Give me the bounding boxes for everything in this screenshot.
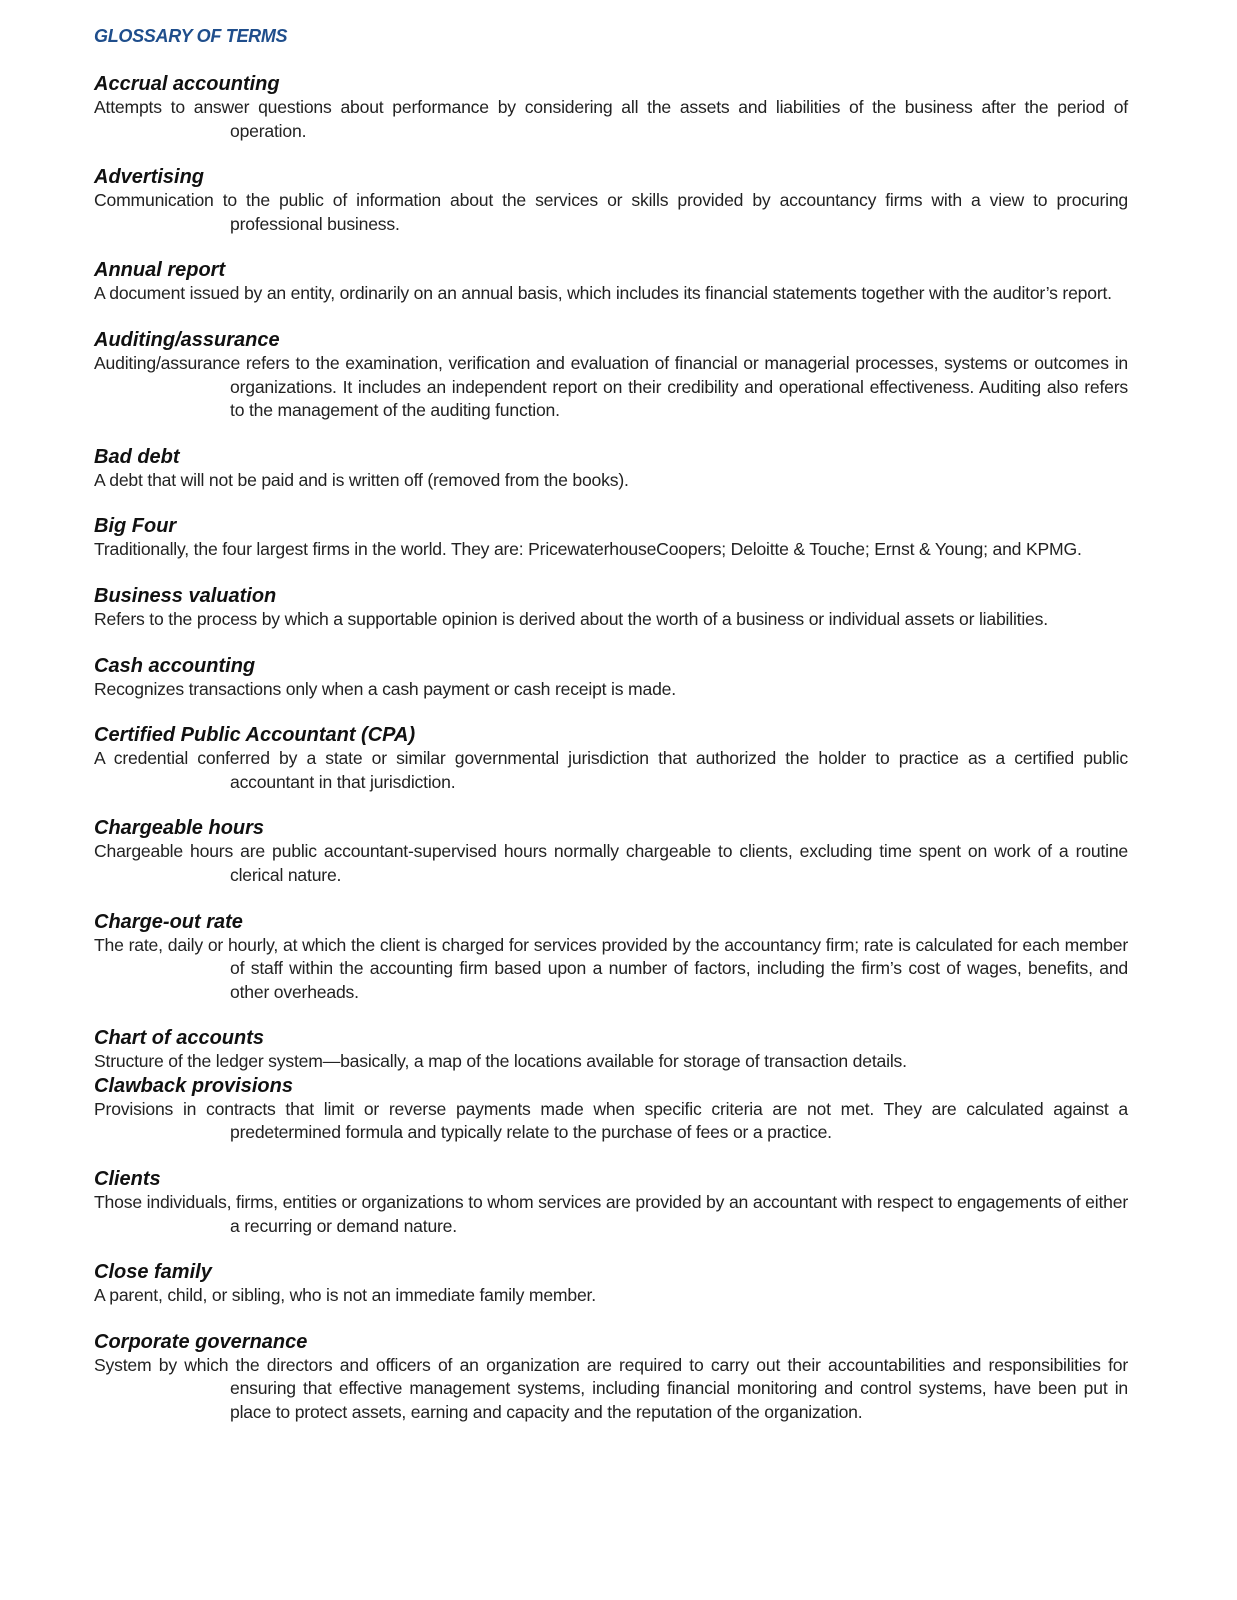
glossary-term: Big Four — [94, 515, 177, 538]
glossary-entry — [94, 165, 1128, 236]
glossary-entry — [94, 1074, 1128, 1145]
glossary-entry — [94, 328, 1128, 423]
glossary-entry — [94, 1260, 1128, 1308]
glossary-entry — [94, 723, 1128, 794]
glossary-entry — [94, 1167, 1128, 1238]
glossary-entry — [94, 654, 1128, 702]
glossary-term: Chart of accounts — [94, 1027, 265, 1050]
glossary-definition: A debt that will not be paid and is written off (removed from the books). — [94, 469, 629, 490]
glossary-term: Bad debt — [94, 445, 180, 468]
glossary-definition: System by which the directors and officers of an organization are required to carry out their accountabilities and responsibilities for ensuring that effective management systems, including financial monitoring and control systems, have been put in place to protect assets, earning and capacity and the reputation of the organization. — [94, 1354, 1128, 1423]
glossary-entry — [94, 1026, 1128, 1074]
glossary-definition: Communication to the public of information about the services or skills provided by accountancy firms with a view to procuring professional business. — [94, 190, 1128, 234]
glossary-entry — [94, 1330, 1128, 1425]
glossary-definition: Those individuals, firms, entities or organizations to whom services are provided by an accountant with respect to engagements of either a recurring or demand nature. — [94, 1192, 1128, 1236]
glossary-definition: A document issued by an entity, ordinarily on an annual basis, which includes its financial statements together with the auditor’s report. — [94, 283, 1112, 304]
glossary-term: Chargeable hours — [94, 817, 265, 840]
glossary-term: Advertising — [94, 166, 205, 189]
glossary-entry — [94, 258, 1128, 306]
glossary-definition: A credential conferred by a state or similar governmental jurisdiction that authorized the holder to practice as a certified public accountant in that jurisdiction. — [94, 748, 1128, 792]
glossary-definition: The rate, daily or hourly, at which the client is charged for services provided by the accountancy firm; rate is calculated for each member of staff within the accounting firm based upon a number of factors, including the firm’s cost of wages, benefits, and other overheads. — [94, 934, 1128, 1002]
glossary-definition: Attempts to answer questions about performance by considering all the assets and liabilities of the business after the period of operation. — [94, 97, 1128, 141]
glossary-definition: Traditionally, the four largest firms in the world. They are: PricewaterhouseCoopers; Deloitte & Touche; Ernst & Young; and KPMG. — [94, 539, 1082, 560]
glossary-definition: Refers to the process by which a supportable opinion is derived about the worth of a business or individual assets or liabilities. — [94, 608, 1048, 629]
glossary-definition: A parent, child, or sibling, who is not an immediate family member. — [94, 1285, 596, 1306]
glossary-entry — [94, 72, 1128, 143]
glossary-definition: Recognizes transactions only when a cash payment or cash receipt is made. — [94, 678, 676, 699]
glossary-term: Certified Public Accountant (CPA) — [94, 724, 416, 747]
glossary-definition: Structure of the ledger system—basically, a map of the locations available for storage of transaction details. — [94, 1051, 907, 1072]
glossary-term: Charge-out rate — [94, 910, 243, 933]
glossary-definition: Provisions in contracts that limit or reverse payments made when specific criteria are not met. They are calculated against a predetermined formula and typically relate to the purchase of fees or a practice. — [94, 1098, 1128, 1143]
glossary-entry — [94, 445, 1128, 493]
glossary-term: Business valuation — [94, 584, 277, 607]
glossary-term: Corporate governance — [94, 1330, 308, 1353]
glossary-term: Cash accounting — [94, 654, 256, 677]
glossary-term: Close family — [94, 1261, 212, 1284]
glossary-entry — [94, 910, 1128, 1005]
glossary-term: Clients — [94, 1168, 161, 1191]
glossary-page — [94, 22, 1128, 1447]
glossary-term: Clawback provisions — [94, 1074, 293, 1097]
glossary-term: Auditing/assurance — [94, 328, 280, 351]
glossary-entry — [94, 816, 1128, 887]
glossary-definition: Auditing/assurance refers to the examination, verification and evaluation of financial or managerial processes, systems or outcomes in organizations. It includes an independent report on their credibility and operational effectiveness. Auditing also refers to the management of the auditing function. — [94, 352, 1128, 421]
glossary-definition: Chargeable hours are public accountant-supervised hours normally chargeable to clients, excluding time spent on work of a routine clerical nature. — [94, 841, 1128, 885]
page-title: GLOSSARY OF TERMS — [94, 26, 288, 46]
glossary-entry — [94, 514, 1128, 562]
glossary-entry — [94, 584, 1128, 632]
glossary-term: Accrual accounting — [94, 73, 280, 95]
glossary-term: Annual report — [94, 259, 226, 282]
